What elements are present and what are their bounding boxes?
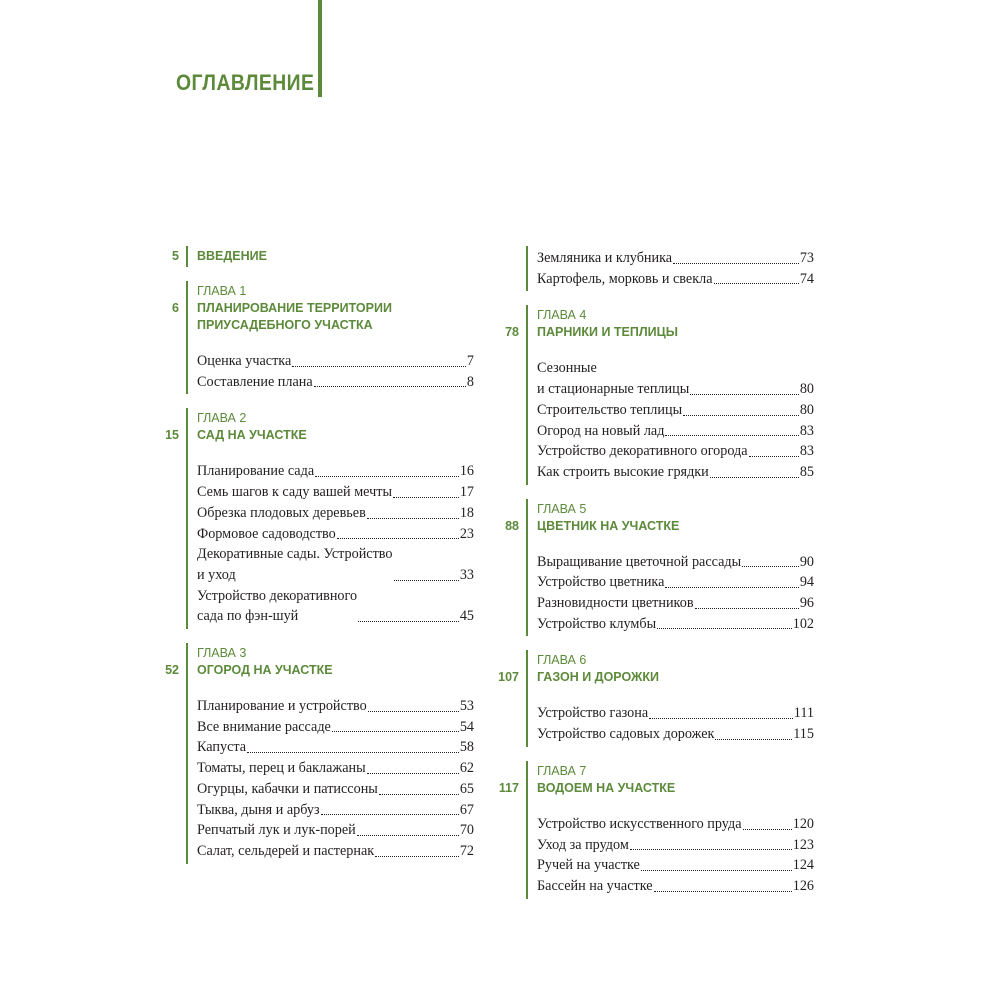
entry-page-number: 62 <box>459 760 474 777</box>
entry-page-number: 96 <box>799 595 814 612</box>
entry-page-number: 16 <box>459 463 474 480</box>
entry-title: Уход за прудом <box>537 836 629 853</box>
dot-leader <box>332 731 459 732</box>
entry-page-number: 74 <box>799 270 814 287</box>
toc-entry[interactable] <box>537 358 814 399</box>
entry-page-number: 33 <box>459 566 474 583</box>
toc-section <box>150 410 480 627</box>
dot-leader <box>673 263 799 264</box>
toc-entry[interactable] <box>537 876 814 897</box>
dot-leader <box>379 794 459 795</box>
entry-list <box>537 552 814 635</box>
toc-entry[interactable] <box>197 717 474 738</box>
toc-entry[interactable] <box>197 841 474 862</box>
entry-page-number: 70 <box>459 822 474 839</box>
toc-entry[interactable] <box>537 462 814 483</box>
toc-section <box>490 307 820 482</box>
toc-entry[interactable] <box>197 372 474 393</box>
dot-leader <box>315 476 459 477</box>
entry-title: Земляника и клубника <box>537 250 673 266</box>
entry-title: Выращивание цветочной рассады <box>537 553 742 570</box>
dot-leader <box>337 538 459 539</box>
entry-title: Оценка участка <box>197 353 292 369</box>
dot-leader <box>695 608 799 609</box>
dot-leader <box>358 621 459 622</box>
dot-leader <box>393 497 459 498</box>
dot-leader <box>742 566 799 567</box>
toc-entry[interactable] <box>197 737 474 758</box>
entry-title: Бассейн на участке <box>537 877 653 894</box>
entry-title: Формовое садоводство <box>197 525 336 542</box>
entry-page-number: 67 <box>459 801 474 818</box>
entry-title: Сезонные и стационарные теплицы <box>537 360 690 398</box>
dot-leader <box>641 870 792 871</box>
entry-title: Салат, сельдерей и пастернак <box>197 842 375 859</box>
entry-page-number: 120 <box>792 815 814 832</box>
chapter-page-number: 15 <box>165 428 179 443</box>
chapter-title: ЦВЕТНИК НА УЧАСТКЕ <box>537 518 680 533</box>
toc-entry[interactable] <box>537 835 814 856</box>
entry-page-number: 80 <box>799 401 814 418</box>
entry-list <box>537 358 814 482</box>
toc-entry[interactable] <box>197 758 474 779</box>
entry-title: Ручей на участке <box>537 857 640 874</box>
dot-leader <box>654 891 792 892</box>
chapter-label: ГЛАВА 4 <box>537 308 587 323</box>
entry-page-number: 83 <box>799 422 814 439</box>
chapter-title: ВОДОЕМ НА УЧАСТКЕ <box>537 780 676 795</box>
page-title: ОГЛАВЛЕНИЕ <box>176 70 315 95</box>
entry-title: Устройство декоративного сада по фэн-шуй <box>197 587 358 625</box>
entry-page-number: 7 <box>466 353 474 369</box>
entry-page-number: 111 <box>793 705 814 722</box>
dot-leader <box>715 739 792 740</box>
toc-entry[interactable] <box>537 572 814 593</box>
entry-title: Картофель, морковь и свекла <box>537 270 713 287</box>
entry-list <box>197 696 474 862</box>
toc-section <box>150 645 480 862</box>
toc-section <box>490 763 820 897</box>
dot-leader <box>394 580 459 581</box>
dot-leader <box>247 752 459 753</box>
dot-leader <box>749 456 799 457</box>
entry-list <box>197 461 474 627</box>
dot-leader <box>710 477 799 478</box>
entry-page-number: 90 <box>799 553 814 570</box>
entry-title: Устройство клумбы <box>537 615 657 632</box>
toc-entry[interactable] <box>197 482 474 503</box>
chapter-page-number: 6 <box>172 301 179 315</box>
entry-title: Устройство газона <box>537 705 649 722</box>
toc-left-column <box>150 248 480 862</box>
entry-title: Капуста <box>197 739 247 756</box>
toc-entry[interactable] <box>537 248 814 269</box>
dot-leader <box>657 628 792 629</box>
entry-page-number: 80 <box>799 381 814 398</box>
entry-page-number: 72 <box>459 842 474 859</box>
dot-leader <box>367 518 459 519</box>
entry-title: Декоративные сады. Устройство и уход <box>197 546 393 583</box>
entry-title: Огород на новый лад <box>537 422 665 439</box>
chapter-label: ГЛАВА 6 <box>537 653 587 668</box>
toc-entry[interactable] <box>197 461 474 482</box>
entry-title: Устройство садовых дорожек <box>537 726 715 743</box>
entry-title: Семь шагов к саду вашей мечты <box>197 484 392 501</box>
entry-page-number: 126 <box>792 877 814 894</box>
toc-entry[interactable] <box>197 800 474 821</box>
entry-page-number: 73 <box>799 250 814 266</box>
toc-section <box>150 283 480 392</box>
entry-title: Репчатый лук и лук-порей <box>197 822 356 839</box>
entry-title: Все внимание рассаде <box>197 718 331 735</box>
chapter-label: ГЛАВА 2 <box>197 411 247 426</box>
toc-section <box>490 652 820 744</box>
entry-page-number: 102 <box>792 615 814 632</box>
entry-title: Обрезка плодовых деревьев <box>197 504 366 521</box>
entry-title: Планирование сада <box>197 463 315 480</box>
entry-title: Тыква, дыня и арбуз <box>197 801 320 818</box>
chapter-label: ГЛАВА 7 <box>537 763 587 778</box>
toc-section <box>150 248 480 265</box>
entry-title: Разновидности цветников <box>537 595 694 612</box>
chapter-title: ГАЗОН И ДОРОЖКИ <box>537 670 659 685</box>
entry-list <box>537 248 814 289</box>
dot-leader <box>368 711 459 712</box>
entry-list <box>537 703 814 744</box>
dot-leader <box>743 829 792 830</box>
entry-page-number: 23 <box>459 525 474 542</box>
toc-entry[interactable] <box>537 400 814 421</box>
toc-entry[interactable] <box>197 503 474 524</box>
toc-entry[interactable] <box>197 544 474 585</box>
dot-leader <box>665 587 798 588</box>
toc-entry[interactable] <box>537 814 814 835</box>
toc-entry[interactable] <box>197 820 474 841</box>
chapter-label: ГЛАВА 3 <box>197 646 247 661</box>
entry-title: Планирование и устройство <box>197 698 367 715</box>
entry-page-number: 8 <box>466 373 474 390</box>
entry-list <box>197 351 474 392</box>
toc-entry[interactable] <box>197 524 474 545</box>
entry-title: Устройство искусственного пруда <box>537 815 742 832</box>
chapter-title: САД НА УЧАСТКЕ <box>197 428 307 443</box>
entry-page-number: 83 <box>799 443 814 460</box>
entry-title: Как строить высокие грядки <box>537 463 709 480</box>
chapter-title: ОГОРОД НА УЧАСТКЕ <box>197 663 333 678</box>
dot-leader <box>683 415 799 416</box>
chapter-title: ВВЕДЕНИЕ <box>197 249 267 263</box>
toc-right-column <box>490 248 820 897</box>
chapter-label: ГЛАВА 1 <box>197 284 247 298</box>
entry-page-number: 54 <box>459 718 474 735</box>
toc-entry[interactable] <box>537 269 814 290</box>
chapter-label: ГЛАВА 5 <box>537 501 587 516</box>
dot-leader <box>375 856 459 857</box>
entry-page-number: 58 <box>459 739 474 756</box>
entry-page-number: 115 <box>793 726 814 743</box>
entry-title: Томаты, перец и баклажаны <box>197 760 366 777</box>
toc-entry[interactable] <box>537 724 814 745</box>
toc-entry[interactable] <box>197 696 474 717</box>
dot-leader <box>714 283 799 284</box>
title-rule <box>318 0 322 97</box>
entry-list <box>537 814 814 897</box>
toc-entry[interactable] <box>537 703 814 724</box>
dot-leader <box>690 394 799 395</box>
toc-entry[interactable] <box>197 779 474 800</box>
chapter-page-number: 5 <box>172 249 179 263</box>
entry-title: Устройство цветника <box>537 574 665 591</box>
toc-entry[interactable] <box>537 614 814 635</box>
dot-leader <box>649 718 793 719</box>
entry-page-number: 94 <box>799 574 814 591</box>
entry-page-number: 45 <box>459 608 474 625</box>
dot-leader <box>292 366 466 367</box>
chapter-page-number: 88 <box>505 518 519 533</box>
chapter-page-number: 107 <box>498 670 519 685</box>
chapter-page-number: 52 <box>165 663 179 678</box>
dot-leader <box>665 435 798 436</box>
toc-section <box>490 248 820 289</box>
entry-title: Устройство декоративного огорода <box>537 443 748 460</box>
entry-page-number: 123 <box>792 836 814 853</box>
entry-title: Огурцы, кабачки и патиссоны <box>197 780 378 797</box>
dot-leader <box>367 773 459 774</box>
toc-entry[interactable] <box>197 351 474 372</box>
entry-page-number: 18 <box>459 504 474 521</box>
entry-page-number: 53 <box>459 698 474 715</box>
dot-leader <box>314 386 466 387</box>
toc-entry[interactable] <box>537 441 814 462</box>
chapter-title: ПАРНИКИ И ТЕПЛИЦЫ <box>537 325 678 340</box>
dot-leader <box>321 814 459 815</box>
toc-entry[interactable] <box>537 421 814 442</box>
entry-title: Составление плана <box>197 373 313 390</box>
chapter-page-number: 117 <box>498 780 519 795</box>
chapter-page-number: 78 <box>505 325 519 340</box>
toc-entry[interactable] <box>537 552 814 573</box>
toc-entry[interactable] <box>197 586 474 627</box>
entry-title: Строительство теплицы <box>537 401 683 418</box>
dot-leader <box>630 849 792 850</box>
entry-page-number: 65 <box>459 780 474 797</box>
entry-page-number: 124 <box>792 857 814 874</box>
toc-entry[interactable] <box>537 593 814 614</box>
dot-leader <box>357 835 459 836</box>
entry-page-number: 85 <box>799 463 814 480</box>
toc-entry[interactable] <box>537 855 814 876</box>
entry-page-number: 17 <box>459 484 474 501</box>
toc-section <box>490 501 820 635</box>
chapter-title: ПЛАНИРОВАНИЕ ТЕРРИТОРИИ ПРИУСАДЕБНОГО УЧАСТКА <box>197 301 392 332</box>
